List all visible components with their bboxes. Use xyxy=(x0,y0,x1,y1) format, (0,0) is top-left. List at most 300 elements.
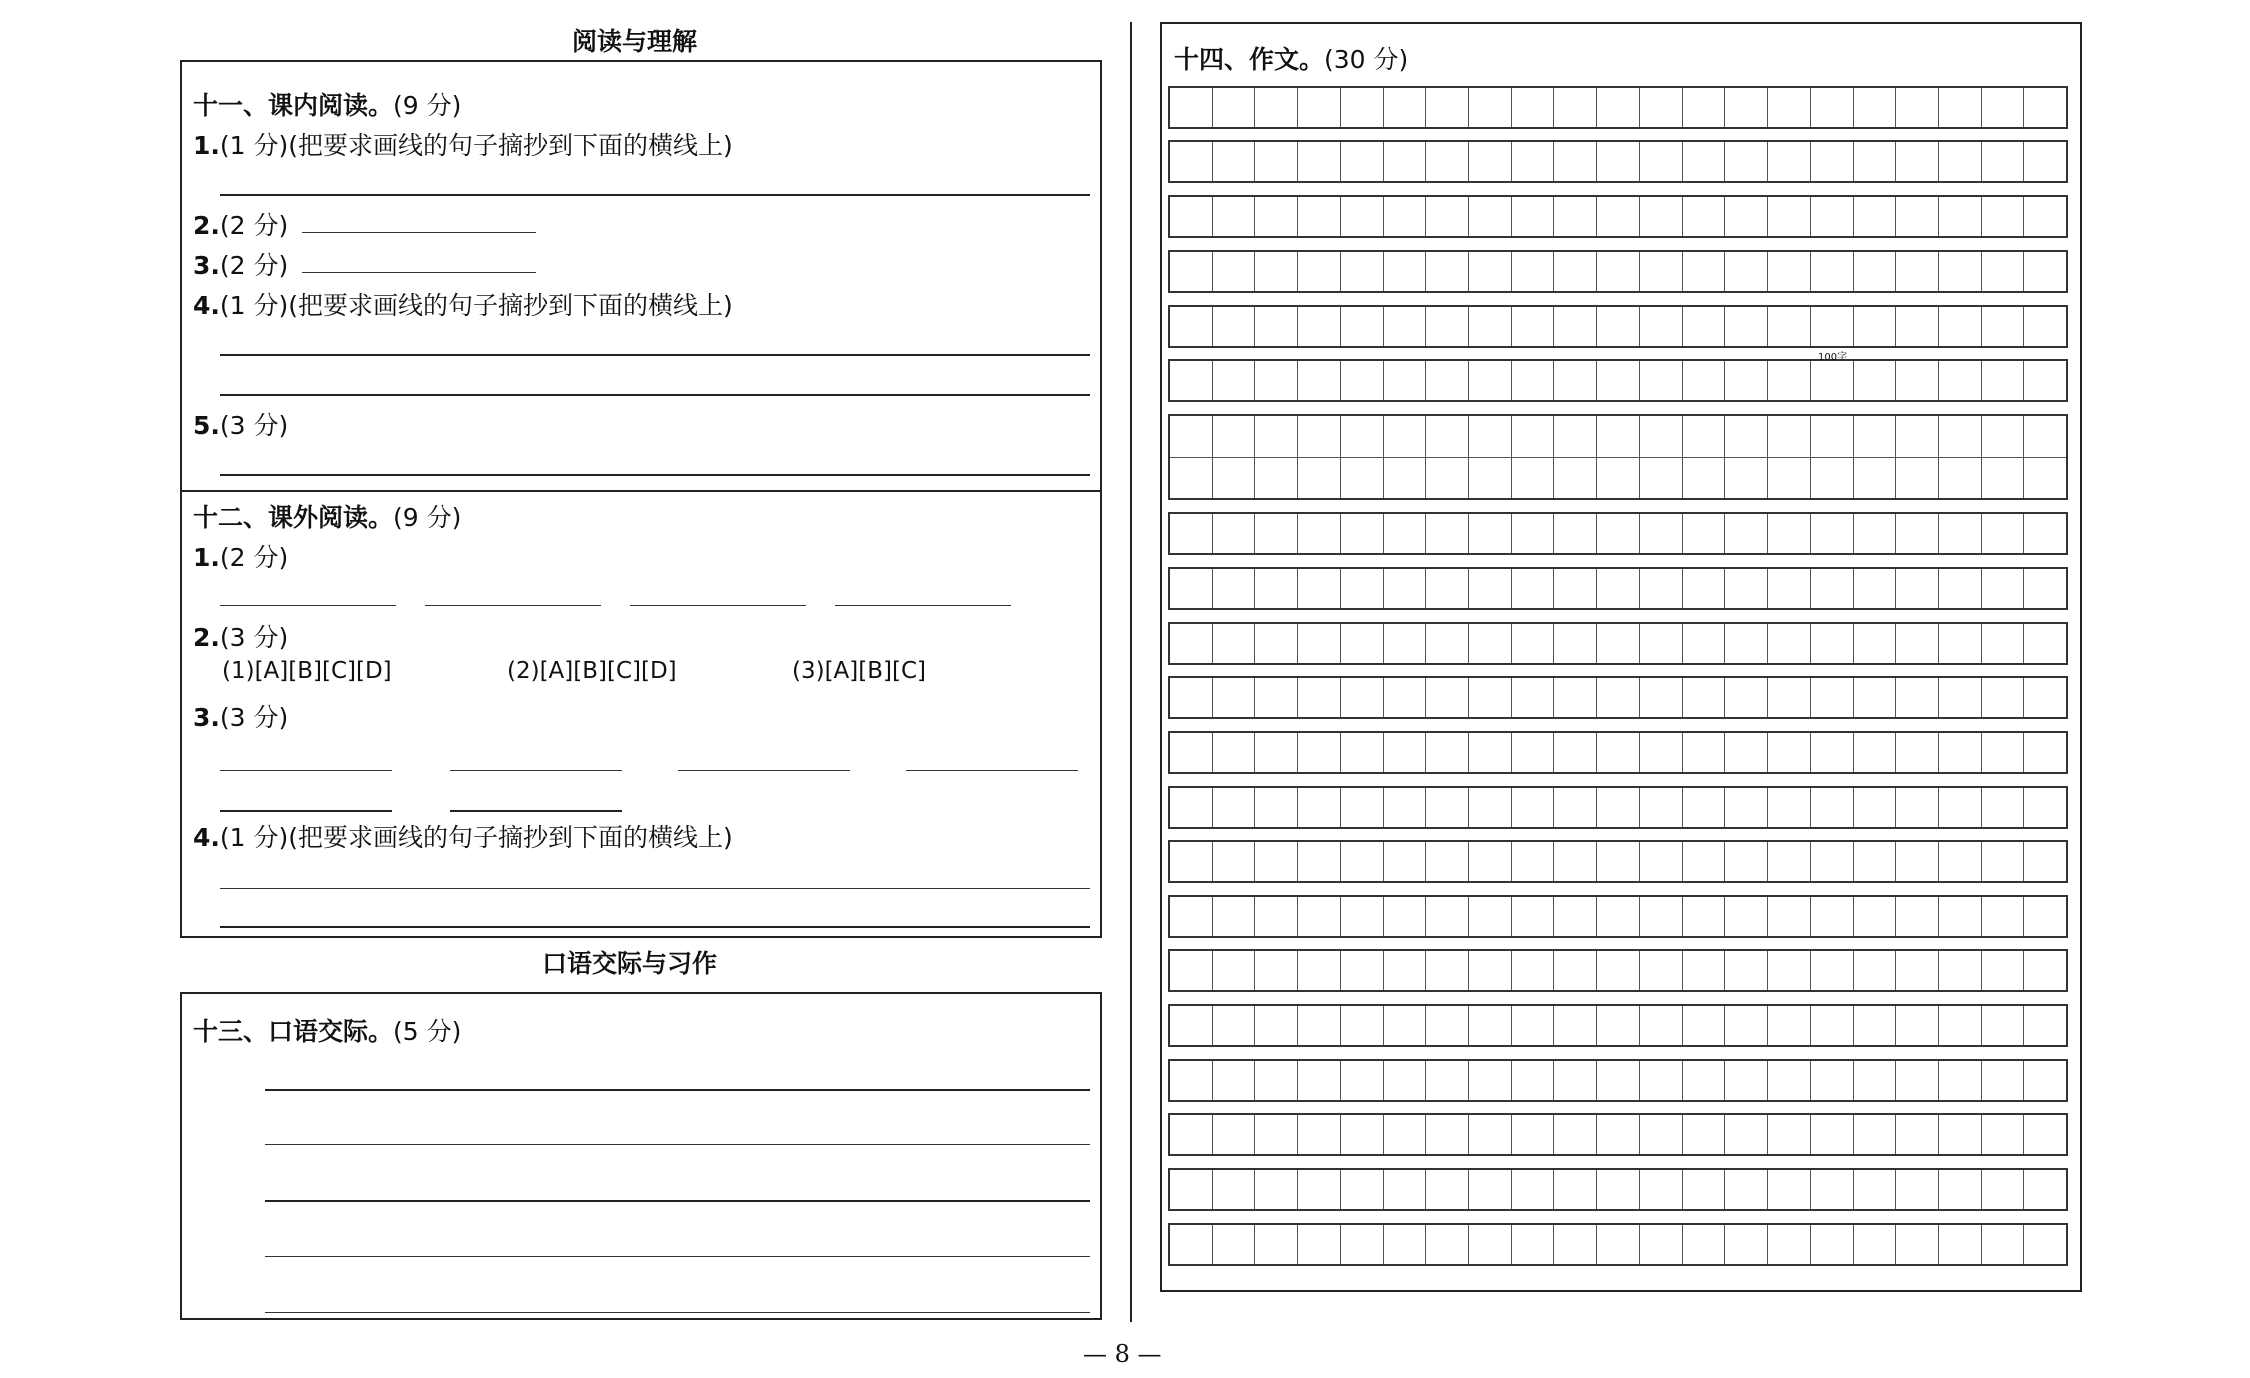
grid-row[interactable] xyxy=(1168,195,2068,238)
grid-cell[interactable] xyxy=(1298,624,1341,663)
grid-cell[interactable] xyxy=(1426,307,1469,346)
grid-cell[interactable] xyxy=(1597,252,1640,291)
grid-cell[interactable] xyxy=(1426,788,1469,827)
grid-cell[interactable] xyxy=(1683,788,1726,827)
grid-cell[interactable] xyxy=(1554,1115,1597,1154)
grid-cell[interactable] xyxy=(1213,197,1256,236)
grid-cell[interactable] xyxy=(1341,88,1384,127)
grid-cell[interactable] xyxy=(1982,951,2025,990)
grid-cell[interactable] xyxy=(1170,569,1213,608)
grid-cell[interactable] xyxy=(1384,1170,1427,1209)
answer-line[interactable] xyxy=(265,1089,1090,1091)
grid-cell[interactable] xyxy=(1384,1225,1427,1264)
grid-cell[interactable] xyxy=(1939,1170,1982,1209)
grid-cell[interactable] xyxy=(2024,1225,2066,1264)
grid-cell[interactable] xyxy=(1854,88,1897,127)
answer-line[interactable] xyxy=(220,394,1090,396)
grid-cell[interactable] xyxy=(1341,416,1384,457)
grid-cell[interactable] xyxy=(1768,88,1811,127)
grid-cell[interactable] xyxy=(1512,197,1555,236)
grid-cell[interactable] xyxy=(1811,624,1854,663)
grid-cell[interactable] xyxy=(1939,416,1982,457)
grid-cell[interactable] xyxy=(1170,142,1213,181)
grid-cell[interactable] xyxy=(1768,1115,1811,1154)
grid-cell[interactable] xyxy=(1384,733,1427,772)
grid-cell[interactable] xyxy=(1255,197,1298,236)
grid-cell[interactable] xyxy=(1854,197,1897,236)
grid-cell[interactable] xyxy=(1939,1006,1982,1045)
grid-cell[interactable] xyxy=(1725,678,1768,717)
grid-cell[interactable] xyxy=(1811,307,1854,346)
grid-cell[interactable] xyxy=(2024,1006,2066,1045)
grid-cell[interactable] xyxy=(1469,951,1512,990)
grid-cell[interactable] xyxy=(1811,897,1854,936)
grid-cell[interactable] xyxy=(1640,1170,1683,1209)
grid-cell[interactable] xyxy=(1982,897,2025,936)
grid-cell[interactable] xyxy=(1768,897,1811,936)
grid-cell[interactable] xyxy=(1213,1170,1256,1209)
grid-cell[interactable] xyxy=(1896,458,1939,499)
grid-cell[interactable] xyxy=(2024,252,2066,291)
grid-cell[interactable] xyxy=(1255,733,1298,772)
grid-cell[interactable] xyxy=(1255,624,1298,663)
grid-cell[interactable] xyxy=(1683,624,1726,663)
grid-cell[interactable] xyxy=(1768,624,1811,663)
grid-cell[interactable] xyxy=(1426,1061,1469,1100)
grid-cell[interactable] xyxy=(1811,1225,1854,1264)
grid-cell[interactable] xyxy=(1597,307,1640,346)
grid-cell[interactable] xyxy=(1170,88,1213,127)
grid-cell[interactable] xyxy=(1469,1170,1512,1209)
grid-cell[interactable] xyxy=(1170,1225,1213,1264)
grid-cell[interactable] xyxy=(1854,458,1897,499)
grid-cell[interactable] xyxy=(1982,514,2025,553)
grid-cell[interactable] xyxy=(1939,1225,1982,1264)
grid-cell[interactable] xyxy=(1768,788,1811,827)
grid-cell[interactable] xyxy=(1554,624,1597,663)
answer-blank[interactable] xyxy=(220,770,392,771)
grid-cell[interactable] xyxy=(1811,197,1854,236)
grid-cell[interactable] xyxy=(1384,361,1427,400)
grid-cell[interactable] xyxy=(1854,416,1897,457)
grid-cell[interactable] xyxy=(1683,897,1726,936)
grid-cell[interactable] xyxy=(2024,569,2066,608)
grid-cell[interactable] xyxy=(1597,842,1640,881)
grid-cell[interactable] xyxy=(1426,252,1469,291)
grid-cell[interactable] xyxy=(1512,1225,1555,1264)
answer-line[interactable] xyxy=(265,1312,1090,1313)
grid-row[interactable] xyxy=(1168,250,2068,293)
answer-line[interactable] xyxy=(302,232,536,233)
grid-cell[interactable] xyxy=(1255,951,1298,990)
grid-cell[interactable] xyxy=(1469,897,1512,936)
grid-cell[interactable] xyxy=(1170,361,1213,400)
grid-cell[interactable] xyxy=(1255,307,1298,346)
grid-cell[interactable] xyxy=(1170,1061,1213,1100)
grid-cell[interactable] xyxy=(1725,951,1768,990)
grid-cell[interactable] xyxy=(1170,624,1213,663)
grid-cell[interactable] xyxy=(1384,951,1427,990)
grid-cell[interactable] xyxy=(1554,678,1597,717)
grid-cell[interactable] xyxy=(1426,142,1469,181)
grid-cell[interactable] xyxy=(1597,416,1640,457)
grid-cell[interactable] xyxy=(1298,416,1341,457)
grid-cell[interactable] xyxy=(1469,678,1512,717)
grid-cell[interactable] xyxy=(1384,842,1427,881)
grid-cell[interactable] xyxy=(1768,514,1811,553)
grid-cell[interactable] xyxy=(1982,1006,2025,1045)
grid-cell[interactable] xyxy=(1255,842,1298,881)
grid-cell[interactable] xyxy=(1512,569,1555,608)
grid-cell[interactable] xyxy=(1854,1170,1897,1209)
choice-options-2[interactable]: (2)[A][B][C][D] xyxy=(507,658,677,684)
grid-cell[interactable] xyxy=(1768,733,1811,772)
grid-cell[interactable] xyxy=(1982,307,2025,346)
grid-cell[interactable] xyxy=(1982,1115,2025,1154)
answer-blank[interactable] xyxy=(220,810,392,812)
grid-row[interactable] xyxy=(1168,676,2068,719)
grid-cell[interactable] xyxy=(1170,307,1213,346)
grid-cell[interactable] xyxy=(1725,252,1768,291)
grid-cell[interactable] xyxy=(1725,788,1768,827)
grid-cell[interactable] xyxy=(1640,1225,1683,1264)
grid-cell[interactable] xyxy=(1768,1225,1811,1264)
grid-cell[interactable] xyxy=(1384,788,1427,827)
grid-cell[interactable] xyxy=(1896,1006,1939,1045)
grid-cell[interactable] xyxy=(1255,569,1298,608)
grid-cell[interactable] xyxy=(1640,1061,1683,1100)
grid-cell[interactable] xyxy=(1341,197,1384,236)
grid-cell[interactable] xyxy=(1939,142,1982,181)
grid-cell[interactable] xyxy=(1597,88,1640,127)
answer-blank[interactable] xyxy=(450,810,622,812)
grid-cell[interactable] xyxy=(1896,1061,1939,1100)
grid-cell[interactable] xyxy=(1811,361,1854,400)
grid-cell[interactable] xyxy=(1213,361,1256,400)
grid-cell[interactable] xyxy=(1469,307,1512,346)
grid-cell[interactable] xyxy=(1896,252,1939,291)
grid-cell[interactable] xyxy=(2024,514,2066,553)
grid-cell[interactable] xyxy=(1554,458,1597,499)
grid-cell[interactable] xyxy=(1725,1006,1768,1045)
grid-cell[interactable] xyxy=(1512,514,1555,553)
grid-cell[interactable] xyxy=(1341,842,1384,881)
grid-cell[interactable] xyxy=(1554,1170,1597,1209)
grid-cell[interactable] xyxy=(1854,678,1897,717)
grid-cell[interactable] xyxy=(1597,951,1640,990)
grid-cell[interactable] xyxy=(1341,678,1384,717)
grid-cell[interactable] xyxy=(1469,788,1512,827)
grid-cell[interactable] xyxy=(1640,142,1683,181)
grid-cell[interactable] xyxy=(2024,1061,2066,1100)
grid-cell[interactable] xyxy=(1683,458,1726,499)
grid-cell[interactable] xyxy=(1554,88,1597,127)
grid-cell[interactable] xyxy=(1341,1225,1384,1264)
grid-cell[interactable] xyxy=(1298,897,1341,936)
grid-cell[interactable] xyxy=(1512,788,1555,827)
grid-cell[interactable] xyxy=(1341,252,1384,291)
grid-cell[interactable] xyxy=(1213,624,1256,663)
grid-cell[interactable] xyxy=(1597,897,1640,936)
grid-subrow[interactable] xyxy=(1170,416,2066,457)
grid-cell[interactable] xyxy=(1982,88,2025,127)
grid-cell[interactable] xyxy=(1725,307,1768,346)
grid-cell[interactable] xyxy=(1554,733,1597,772)
grid-cell[interactable] xyxy=(1683,1225,1726,1264)
grid-cell[interactable] xyxy=(1469,1061,1512,1100)
grid-cell[interactable] xyxy=(1170,1170,1213,1209)
grid-cell[interactable] xyxy=(1811,1115,1854,1154)
grid-cell[interactable] xyxy=(1426,678,1469,717)
grid-cell[interactable] xyxy=(1640,842,1683,881)
grid-cell[interactable] xyxy=(1384,416,1427,457)
grid-cell[interactable] xyxy=(1170,897,1213,936)
answer-blank[interactable] xyxy=(425,605,601,606)
grid-row[interactable] xyxy=(1168,840,2068,883)
grid-cell[interactable] xyxy=(1298,1170,1341,1209)
grid-cell[interactable] xyxy=(1768,842,1811,881)
grid-cell[interactable] xyxy=(1683,361,1726,400)
grid-cell[interactable] xyxy=(1768,252,1811,291)
grid-cell[interactable] xyxy=(1768,142,1811,181)
grid-cell[interactable] xyxy=(1854,1115,1897,1154)
grid-cell[interactable] xyxy=(1982,252,2025,291)
grid-cell[interactable] xyxy=(2024,197,2066,236)
grid-cell[interactable] xyxy=(1683,1061,1726,1100)
grid-cell[interactable] xyxy=(1255,416,1298,457)
grid-cell[interactable] xyxy=(1426,897,1469,936)
grid-cell[interactable] xyxy=(1469,842,1512,881)
grid-cell[interactable] xyxy=(1469,252,1512,291)
choice-options-3[interactable]: (3)[A][B][C] xyxy=(792,658,926,684)
grid-cell[interactable] xyxy=(1469,142,1512,181)
grid-cell[interactable] xyxy=(1512,252,1555,291)
grid-cell[interactable] xyxy=(1811,842,1854,881)
grid-cell[interactable] xyxy=(1683,678,1726,717)
grid-cell[interactable] xyxy=(1384,1061,1427,1100)
grid-cell[interactable] xyxy=(1811,88,1854,127)
grid-cell[interactable] xyxy=(1939,1115,1982,1154)
grid-cell[interactable] xyxy=(2024,1115,2066,1154)
grid-cell[interactable] xyxy=(1640,678,1683,717)
grid-cell[interactable] xyxy=(1213,252,1256,291)
grid-row[interactable] xyxy=(1168,1004,2068,1047)
grid-cell[interactable] xyxy=(1469,1006,1512,1045)
grid-cell[interactable] xyxy=(2024,951,2066,990)
answer-blank[interactable] xyxy=(220,605,396,606)
grid-cell[interactable] xyxy=(1469,361,1512,400)
grid-cell[interactable] xyxy=(1939,788,1982,827)
grid-cell[interactable] xyxy=(1597,733,1640,772)
grid-cell[interactable] xyxy=(1426,1225,1469,1264)
grid-cell[interactable] xyxy=(1939,951,1982,990)
grid-cell[interactable] xyxy=(1341,458,1384,499)
grid-cell[interactable] xyxy=(1469,1115,1512,1154)
grid-cell[interactable] xyxy=(1255,1170,1298,1209)
grid-cell[interactable] xyxy=(1768,678,1811,717)
grid-cell[interactable] xyxy=(1768,1170,1811,1209)
grid-cell[interactable] xyxy=(1255,897,1298,936)
grid-cell[interactable] xyxy=(1384,624,1427,663)
grid-cell[interactable] xyxy=(1597,1225,1640,1264)
grid-cell[interactable] xyxy=(1170,252,1213,291)
grid-cell[interactable] xyxy=(1811,1170,1854,1209)
grid-cell[interactable] xyxy=(1298,514,1341,553)
grid-cell[interactable] xyxy=(1811,733,1854,772)
grid-cell[interactable] xyxy=(1811,1061,1854,1100)
grid-cell[interactable] xyxy=(1213,733,1256,772)
grid-cell[interactable] xyxy=(1255,1006,1298,1045)
grid-cell[interactable] xyxy=(1597,1006,1640,1045)
grid-cell[interactable] xyxy=(1725,361,1768,400)
grid-cell[interactable] xyxy=(1640,416,1683,457)
grid-cell[interactable] xyxy=(1469,197,1512,236)
grid-cell[interactable] xyxy=(1512,951,1555,990)
grid-cell[interactable] xyxy=(1426,624,1469,663)
grid-cell[interactable] xyxy=(1939,197,1982,236)
grid-cell[interactable] xyxy=(1939,458,1982,499)
grid-cell[interactable] xyxy=(1512,307,1555,346)
grid-cell[interactable] xyxy=(1554,416,1597,457)
grid-cell[interactable] xyxy=(1854,142,1897,181)
grid-cell[interactable] xyxy=(1341,733,1384,772)
grid-cell[interactable] xyxy=(1725,88,1768,127)
grid-cell[interactable] xyxy=(1384,1006,1427,1045)
grid-cell[interactable] xyxy=(1896,416,1939,457)
grid-cell[interactable] xyxy=(1597,569,1640,608)
grid-cell[interactable] xyxy=(1597,1061,1640,1100)
answer-blank[interactable] xyxy=(450,770,622,771)
grid-cell[interactable] xyxy=(1469,733,1512,772)
grid-cell[interactable] xyxy=(1725,1061,1768,1100)
grid-cell[interactable] xyxy=(1384,458,1427,499)
grid-row[interactable] xyxy=(1168,1059,2068,1102)
grid-cell[interactable] xyxy=(1213,88,1256,127)
answer-blank[interactable] xyxy=(630,605,806,606)
grid-cell[interactable] xyxy=(1213,1115,1256,1154)
grid-cell[interactable] xyxy=(1982,416,2025,457)
grid-cell[interactable] xyxy=(1341,1006,1384,1045)
grid-cell[interactable] xyxy=(2024,842,2066,881)
grid-cell[interactable] xyxy=(1683,951,1726,990)
grid-cell[interactable] xyxy=(1982,1225,2025,1264)
grid-cell[interactable] xyxy=(1554,514,1597,553)
grid-cell[interactable] xyxy=(1896,788,1939,827)
grid-cell[interactable] xyxy=(1854,951,1897,990)
grid-cell[interactable] xyxy=(1640,514,1683,553)
grid-cell[interactable] xyxy=(1683,1006,1726,1045)
grid-cell[interactable] xyxy=(1298,1225,1341,1264)
grid-cell[interactable] xyxy=(1768,1006,1811,1045)
grid-cell[interactable] xyxy=(1426,569,1469,608)
grid-cell[interactable] xyxy=(1811,788,1854,827)
grid-cell[interactable] xyxy=(1469,1225,1512,1264)
grid-cell[interactable] xyxy=(2024,788,2066,827)
grid-subrow[interactable] xyxy=(1170,457,2066,499)
grid-cell[interactable] xyxy=(1255,514,1298,553)
grid-cell[interactable] xyxy=(1896,514,1939,553)
grid-cell[interactable] xyxy=(1213,1225,1256,1264)
grid-cell[interactable] xyxy=(1554,361,1597,400)
grid-cell[interactable] xyxy=(1512,897,1555,936)
grid-cell[interactable] xyxy=(1298,1061,1341,1100)
grid-cell[interactable] xyxy=(1213,416,1256,457)
grid-cell[interactable] xyxy=(1384,1115,1427,1154)
grid-cell[interactable] xyxy=(1939,842,1982,881)
grid-row[interactable] xyxy=(1168,786,2068,829)
grid-cell[interactable] xyxy=(1939,624,1982,663)
grid-cell[interactable] xyxy=(1298,458,1341,499)
grid-cell[interactable] xyxy=(1170,1115,1213,1154)
grid-cell[interactable] xyxy=(1811,252,1854,291)
grid-cell[interactable] xyxy=(1554,788,1597,827)
grid-cell[interactable] xyxy=(1213,897,1256,936)
grid-cell[interactable] xyxy=(1341,1061,1384,1100)
grid-row[interactable] xyxy=(1168,1223,2068,1266)
grid-cell[interactable] xyxy=(1768,307,1811,346)
grid-cell[interactable] xyxy=(1426,197,1469,236)
grid-cell[interactable] xyxy=(1170,733,1213,772)
grid-cell[interactable] xyxy=(1298,788,1341,827)
grid-cell[interactable] xyxy=(1896,361,1939,400)
grid-cell[interactable] xyxy=(1298,88,1341,127)
grid-cell[interactable] xyxy=(1469,458,1512,499)
grid-cell[interactable] xyxy=(1597,514,1640,553)
grid-cell[interactable] xyxy=(1896,307,1939,346)
grid-cell[interactable] xyxy=(1640,788,1683,827)
grid-cell[interactable] xyxy=(1725,624,1768,663)
grid-cell[interactable] xyxy=(1640,1115,1683,1154)
grid-cell[interactable] xyxy=(1683,252,1726,291)
grid-cell[interactable] xyxy=(1982,678,2025,717)
grid-cell[interactable] xyxy=(1213,1061,1256,1100)
answer-line[interactable] xyxy=(220,354,1090,356)
grid-cell[interactable] xyxy=(1554,842,1597,881)
grid-cell[interactable] xyxy=(1554,1006,1597,1045)
grid-cell[interactable] xyxy=(1512,458,1555,499)
grid-cell[interactable] xyxy=(1811,951,1854,990)
grid-cell[interactable] xyxy=(1811,1006,1854,1045)
grid-cell[interactable] xyxy=(2024,416,2066,457)
grid-cell[interactable] xyxy=(1298,733,1341,772)
grid-cell[interactable] xyxy=(1854,252,1897,291)
grid-cell[interactable] xyxy=(1255,1061,1298,1100)
grid-row[interactable] xyxy=(1168,359,2068,402)
grid-cell[interactable] xyxy=(1640,361,1683,400)
grid-cell[interactable] xyxy=(1384,678,1427,717)
grid-cell[interactable] xyxy=(1640,951,1683,990)
grid-row[interactable] xyxy=(1168,731,2068,774)
grid-cell[interactable] xyxy=(1683,142,1726,181)
grid-cell[interactable] xyxy=(1384,142,1427,181)
grid-cell[interactable] xyxy=(1896,951,1939,990)
grid-cell[interactable] xyxy=(1811,416,1854,457)
grid-cell[interactable] xyxy=(1298,842,1341,881)
grid-cell[interactable] xyxy=(1640,88,1683,127)
grid-cell[interactable] xyxy=(1683,569,1726,608)
grid-cell[interactable] xyxy=(1341,624,1384,663)
grid-cell[interactable] xyxy=(1854,1061,1897,1100)
grid-cell[interactable] xyxy=(1725,1225,1768,1264)
grid-cell[interactable] xyxy=(1213,307,1256,346)
grid-cell[interactable] xyxy=(1469,514,1512,553)
grid-cell[interactable] xyxy=(2024,458,2066,499)
grid-cell[interactable] xyxy=(2024,142,2066,181)
grid-cell[interactable] xyxy=(1896,842,1939,881)
grid-cell[interactable] xyxy=(1683,1170,1726,1209)
grid-cell[interactable] xyxy=(1512,1170,1555,1209)
grid-cell[interactable] xyxy=(1341,361,1384,400)
